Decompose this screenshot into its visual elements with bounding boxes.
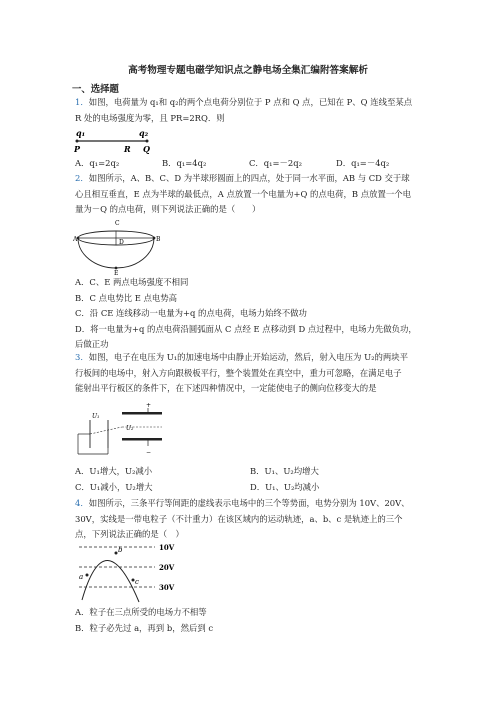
section-heading: 一、选择题 <box>72 84 119 95</box>
question-number: 1． <box>75 97 89 107</box>
label-a: a <box>79 573 84 581</box>
point-p <box>76 140 79 143</box>
electron-path <box>90 427 122 434</box>
question-4-line-2: 30V，实线是一带电粒子（不计重力）在该区域内的运动轨迹，a、b、c 是轨迹上的三个 <box>75 513 403 524</box>
question-2-line-3: 量为－Q 的点电荷，则下列说法正确的是（ ） <box>75 204 261 214</box>
option-b: B．q₁=4q₂ <box>162 158 207 168</box>
label-u1: U₁ <box>92 413 100 420</box>
option-b: B．U₁、U₂均增大 <box>250 466 319 476</box>
option-b: B．C 点电势比 E 点电势高 <box>75 292 178 303</box>
option-a: A．U₁增大，U₂减小 <box>75 466 153 476</box>
document-title: 高考物理专题电磁学知识点之静电场全集汇编附答案解析 <box>128 65 368 76</box>
question-3-figure <box>74 400 164 460</box>
question-3-line-2: 行板间的电场中，射入方向跟极板平行，整个装置处在真空中，重力可忽略，在满足电子 <box>75 367 402 378</box>
label-d: D <box>119 239 124 246</box>
question-2-figure <box>72 217 162 275</box>
label-p: P <box>74 144 81 154</box>
label-10v: 10V <box>159 543 175 552</box>
label-c: C <box>115 220 120 227</box>
question-4-line-1: 4．如图所示，三条平行等间距的虚线表示电场中的三个等势面，电势分别为 10V、20V、 <box>75 498 410 508</box>
question-number: 3． <box>75 352 89 362</box>
option-a: A．粒子在三点所受的电场力不相等 <box>75 607 207 617</box>
label-b: b <box>118 546 123 554</box>
label-q1: q₁ <box>76 128 86 138</box>
question-3-line-1: 3．如图，电子在电压为 U₁的加速电场中由静止开始运动，然后，射入电压为 U₂的两块平 <box>75 352 408 362</box>
label-b: B <box>156 236 161 243</box>
question-1-line-2: R 处的电场强度为零，且 PR=2RQ．则 <box>75 112 225 123</box>
option-c: C．沿 CE 连线移动一电量为+q 的点电荷，电场力始终不做功 <box>75 308 307 318</box>
lower-plate <box>122 438 162 441</box>
label-30v: 30V <box>159 583 175 592</box>
option-b: B．粒子必先过 a，再到 b，然后到 c <box>75 622 214 633</box>
question-1-figure <box>74 127 164 155</box>
option-d-continued: 后做正功 <box>75 339 109 349</box>
question-1-line-1: 1．如图，电荷量为 q₁和 q₂的两个点电荷分别位于 P 点和 Q 点，已知在 P、Q 连线至某点 <box>75 97 413 107</box>
label-20v: 20V <box>159 563 175 572</box>
question-4-line-3: 点，下列说法正确的是（ ） <box>75 529 184 539</box>
option-a: A．C、E 两点电场强度不相同 <box>75 277 189 287</box>
question-3-options <box>75 464 425 495</box>
option-d: D．U₁、U₂均减小 <box>250 481 320 492</box>
option-c: C．U₁减小，U₂增大 <box>75 481 153 492</box>
upper-plate <box>122 412 162 415</box>
point-e <box>115 267 118 270</box>
label-q2: q₂ <box>139 128 149 138</box>
question-2-options <box>75 275 425 353</box>
minus-sign: − <box>146 449 152 456</box>
label-q: Q <box>143 144 150 154</box>
question-3-line-3: 能射出平行板区的条件下，在下述四种情况中，一定能使电子的侧向位移变大的是 <box>75 383 377 393</box>
point-a <box>86 574 89 577</box>
plus-sign: + <box>146 402 152 409</box>
option-a: A．q₁=2q₂ <box>75 158 120 168</box>
point-b <box>153 237 156 240</box>
question-2-line-2: 心且相互垂直，E 点为半球的最低点，A 点放置一个电量为+Q 的点电荷，B 点放置一个电 <box>75 188 411 199</box>
label-c: c <box>135 578 139 586</box>
option-d: D．q₁=－4q₂ <box>336 158 390 168</box>
point-q <box>146 140 149 143</box>
question-4-figure <box>75 542 185 606</box>
question-4 <box>75 496 425 543</box>
label-r: R <box>124 144 131 154</box>
question-2 <box>75 171 425 218</box>
label-u2: U₂ <box>126 425 134 432</box>
question-3 <box>75 350 425 397</box>
label-a: A <box>73 236 78 243</box>
label-e: E <box>114 270 119 275</box>
question-2-line-1: 2．如图所示，A、B、C、D 为半球形圆面上的四点，处于同一水平面，AB 与 CD 交于球 <box>75 173 410 183</box>
question-4-options <box>75 605 425 636</box>
option-c: C．q₁=－2q₂ <box>249 158 302 168</box>
question-1 <box>75 95 425 126</box>
question-number: 4． <box>75 498 89 508</box>
option-d: D．将一电量为+q 的点电荷沿圆弧面从 C 点经 E 点移动到 D 点过程中，电场力先做负功， <box>75 323 417 334</box>
question-1-options <box>75 156 425 172</box>
question-number: 2． <box>75 173 89 183</box>
